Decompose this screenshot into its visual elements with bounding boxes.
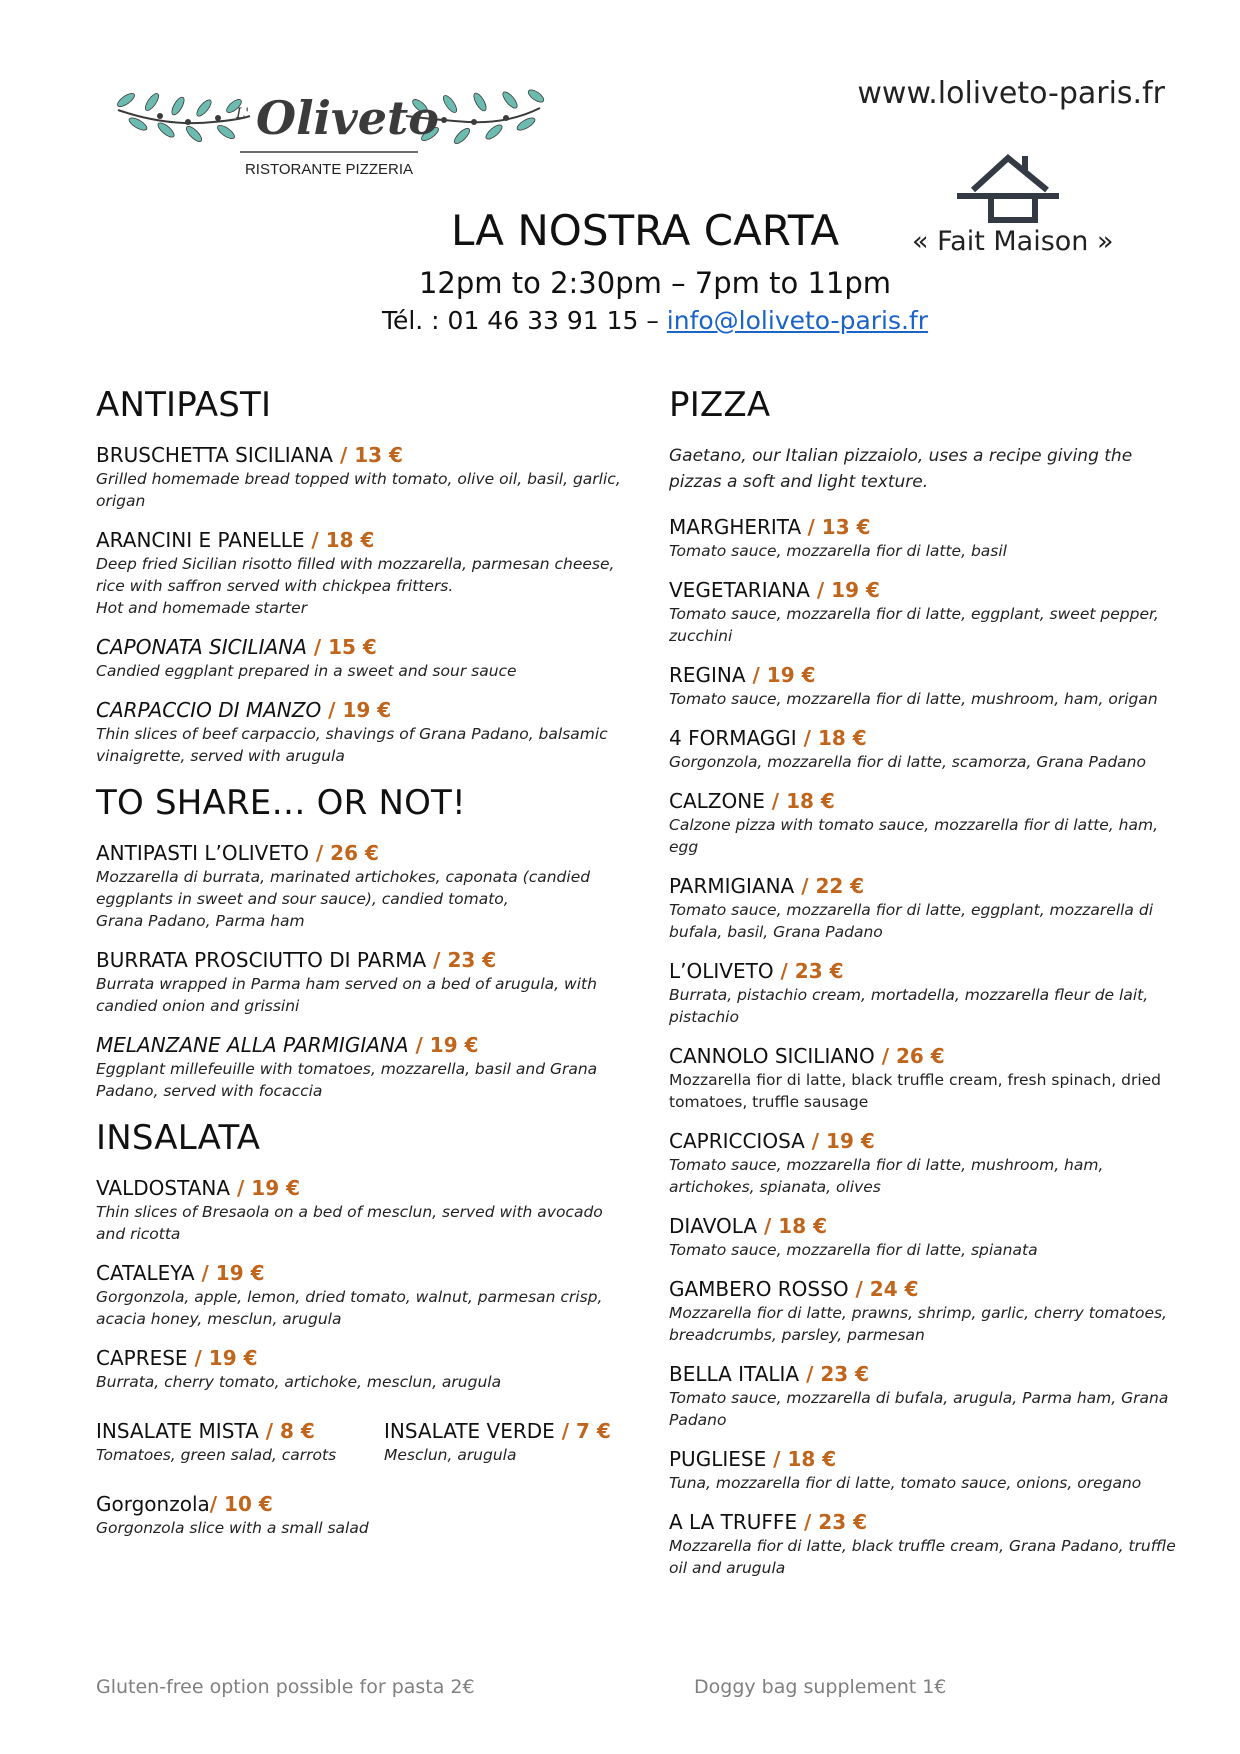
item-name: CAPRICCIOSA / 19 €	[669, 1129, 875, 1153]
item-description: Burrata, cherry tomato, artichoke, mesclun, arugula	[96, 1373, 502, 1391]
section-title: TO SHARE… OR NOT!	[96, 783, 466, 823]
item-description: Mozzarella fior di latte, black truffle cream, Grana Padano, truffle oil and arugula	[669, 1537, 1176, 1577]
item-description: Mozzarella fior di latte, prawns, shrimp, garlic, cherry tomatoes, breadcrumbs, parsley, parmesan	[669, 1304, 1167, 1344]
item-description: Mesclun, arugula	[384, 1446, 517, 1464]
doggy-bag-note: Doggy bag supplement 1€	[694, 1676, 947, 1698]
item-name: DIAVOLA / 18 €	[669, 1214, 828, 1238]
item-price: / 13 €	[807, 515, 871, 539]
menu-item	[669, 726, 1189, 773]
item-price: / 19 €	[408, 1033, 479, 1057]
item-name: A LA TRUFFE / 23 €	[669, 1510, 868, 1534]
item-description: Gorgonzola, mozzarella fior di latte, scamorza, Grana Padano	[669, 753, 1146, 771]
section-insalata	[96, 1118, 636, 1539]
oliveto-logo	[108, 72, 548, 192]
gluten-free-note: Gluten-free option possible for pasta 2€	[96, 1676, 475, 1698]
item-name: INSALATE VERDE / 7 €	[384, 1419, 611, 1443]
item-description: Tomatoes, green salad, carrots	[96, 1446, 337, 1464]
item-name: CARPACCIO DI MANZO / 19 €	[96, 698, 392, 722]
item-description: Tomato sauce, mozzarella fior di latte, spianata	[669, 1241, 1038, 1259]
section-title: ANTIPASTI	[96, 385, 272, 425]
item-price: / 19 €	[194, 1261, 265, 1285]
item-name: CATALEYA / 19 €	[96, 1261, 265, 1285]
website-url[interactable]: www.loliveto-paris.fr	[857, 76, 1165, 111]
pizza-list	[669, 515, 1189, 1579]
item-name: MARGHERITA / 13 €	[669, 515, 871, 539]
item-name: GAMBERO ROSSO / 24 €	[669, 1277, 919, 1301]
item-price: / 19 €	[809, 578, 880, 602]
item-name: REGINA / 19 €	[669, 663, 816, 687]
item-description: Calzone pizza with tomato sauce, mozzarella fior di latte, ham, egg	[669, 816, 1159, 856]
menu-item	[669, 789, 1189, 858]
item-name: L’OLIVETO / 23 €	[669, 959, 844, 983]
item-price: / 18 €	[764, 789, 835, 813]
item-name: CAPONATA SICILIANA / 15 €	[96, 635, 377, 659]
menu-item	[96, 841, 636, 932]
item-price: / 19 €	[230, 1176, 301, 1200]
item-description: Eggplant millefeuille with tomatoes, mozzarella, basil and Grana Padano, served with focaccia	[96, 1060, 598, 1100]
page-title: LA NOSTRA CARTA	[450, 206, 840, 255]
phone-text: Tél. : 01 46 33 91 15 –	[381, 306, 667, 335]
item-description: Thin slices of Bresaola on a bed of mesclun, served with avocado and ricotta	[96, 1203, 603, 1243]
menu-item	[669, 1277, 1189, 1346]
item-description: Thin slices of beef carpaccio, shavings of Grana Padano, balsamic vinaigrette, served with arugula	[96, 725, 608, 765]
menu-item	[669, 1214, 1189, 1261]
menu-item	[669, 515, 1189, 562]
item-name: PUGLIESE / 18 €	[669, 1447, 837, 1471]
email-link[interactable]: info@loliveto-paris.fr	[666, 306, 929, 335]
item-name: CAPRESE / 19 €	[96, 1346, 258, 1370]
section-antipasti	[96, 385, 636, 767]
item-price: / 19 €	[187, 1346, 258, 1370]
item-name: CALZONE / 18 €	[669, 789, 835, 813]
item-name: ARANCINI E PANELLE / 18 €	[96, 528, 375, 552]
item-description: Tomato sauce, mozzarella fior di latte, eggplant, mozzarella di bufala, basil, Grana Padano	[669, 901, 1154, 941]
item-name: Gorgonzola/ 10 €	[96, 1492, 273, 1516]
right-column	[669, 385, 1189, 1595]
item-price: / 19 €	[321, 698, 392, 722]
item-price: / 18 €	[304, 528, 375, 552]
item-name: VEGETARIANA / 19 €	[669, 578, 880, 602]
item-name: 4 FORMAGGI / 18 €	[669, 726, 867, 750]
item-price: / 23 €	[797, 1510, 868, 1534]
menu-item	[96, 1033, 636, 1102]
item-note: Grana Padano, Parma ham	[96, 912, 305, 930]
menu-item	[96, 1261, 636, 1330]
item-price: / 18 €	[796, 726, 867, 750]
item-name: ANTIPASTI L’OLIVETO / 26 €	[96, 841, 379, 865]
item-description: Tomato sauce, mozzarella fior di latte, mushroom, ham, artichokes, spianata, olives	[669, 1156, 1104, 1196]
logo-prefix: L'	[236, 106, 250, 122]
item-description: Tomato sauce, mozzarella fior di latte, eggplant, sweet pepper, zucchini	[669, 605, 1159, 645]
menu-item	[384, 1419, 611, 1466]
item-description: Mozzarella fior di latte, black truffle cream, fresh spinach, dried tomatoes, truffle sausage	[669, 1071, 1162, 1111]
item-price: / 18 €	[766, 1447, 837, 1471]
menu-item	[669, 1510, 1189, 1579]
menu-item	[96, 1492, 636, 1539]
menu-item	[96, 1176, 636, 1245]
menu-item	[96, 1419, 356, 1466]
item-description: Deep fried Sicilian risotto filled with mozzarella, parmesan cheese, rice with saffron served with chickpea fritters.	[96, 555, 615, 595]
item-price: / 10 €	[209, 1492, 273, 1516]
item-name: INSALATE MISTA / 8 €	[96, 1419, 315, 1443]
item-price: / 13 €	[332, 443, 403, 467]
item-name: MELANZANE ALLA PARMIGIANA / 19 €	[96, 1033, 479, 1057]
item-price: / 19 €	[804, 1129, 875, 1153]
section-pizza	[669, 385, 1189, 1579]
menu-item	[96, 948, 636, 1017]
item-price: / 24 €	[848, 1277, 919, 1301]
menu-item	[669, 1362, 1189, 1431]
item-price: / 19 €	[745, 663, 816, 687]
menu-item	[96, 1346, 636, 1393]
contact-line	[0, 306, 1240, 335]
logo-tagline: RISTORANTE PIZZERIA	[244, 161, 414, 178]
item-price: / 26 €	[874, 1044, 945, 1068]
item-price: / 15 €	[306, 635, 377, 659]
item-name: CANNOLO SICILIANO / 26 €	[669, 1044, 945, 1068]
section-to-share	[96, 783, 636, 1102]
item-price: / 23 €	[773, 959, 844, 983]
menu-item	[669, 663, 1189, 710]
item-description: Tomato sauce, mozzarella fior di latte, basil	[669, 542, 1007, 560]
item-description: Tomato sauce, mozzarella fior di latte, mushroom, ham, origan	[669, 690, 1158, 708]
item-description: Mozzarella di burrata, marinated artichokes, caponata (candied eggplants in sweet and sour sauce), candied tomato,	[96, 868, 591, 908]
item-name: BURRATA PROSCIUTTO DI PARMA / 23 €	[96, 948, 497, 972]
item-name: PARMIGIANA / 22 €	[669, 874, 865, 898]
item-description: Gorgonzola slice with a small salad	[96, 1519, 369, 1537]
item-name: VALDOSTANA / 19 €	[96, 1176, 301, 1200]
menu-item	[669, 874, 1189, 943]
item-price: / 23 €	[799, 1362, 870, 1386]
item-description: Tomato sauce, mozzarella di bufala, arugula, Parma ham, Grana Padano	[669, 1389, 1169, 1429]
menu-item	[96, 528, 636, 619]
item-description: Grilled homemade bread topped with tomato, olive oil, basil, garlic, origan	[96, 470, 621, 510]
item-description: Gorgonzola, apple, lemon, dried tomato, walnut, parmesan crisp, acacia honey, mesclun, arugula	[96, 1288, 603, 1328]
menu-item	[96, 635, 636, 682]
logo-name: Oliveto	[256, 91, 439, 145]
menu-item	[96, 443, 636, 512]
menu-item	[669, 1447, 1189, 1494]
menu-item	[669, 1129, 1189, 1198]
item-name: BELLA ITALIA / 23 €	[669, 1362, 870, 1386]
menu-item	[96, 698, 636, 767]
salad-pair	[96, 1419, 636, 1482]
fait-maison-label: « Fait Maison »	[912, 226, 1114, 257]
item-name: BRUSCHETTA SICILIANA / 13 €	[96, 443, 403, 467]
menu-item	[669, 1044, 1189, 1113]
item-price: / 22 €	[794, 874, 865, 898]
item-price: / 18 €	[757, 1214, 828, 1238]
item-price: / 8 €	[258, 1419, 315, 1443]
opening-hours: 12pm to 2:30pm – 7pm to 11pm	[418, 266, 892, 300]
item-note: Hot and homemade starter	[96, 599, 308, 617]
item-description: Burrata wrapped in Parma ham served on a bed of arugula, with candied onion and grissini	[96, 975, 597, 1015]
section-title: PIZZA	[669, 385, 771, 425]
item-price: / 26 €	[308, 841, 379, 865]
item-description: Candied eggplant prepared in a sweet and sour sauce	[96, 662, 517, 680]
item-price: / 23 €	[426, 948, 497, 972]
left-column	[96, 385, 636, 1555]
item-description: Tuna, mozzarella fior di latte, tomato sauce, onions, oregano	[669, 1474, 1142, 1492]
menu-item	[669, 578, 1189, 647]
menu-item	[669, 959, 1189, 1028]
item-description: Burrata, pistachio cream, mortadella, mozzarella fleur de lait, pistachio	[669, 986, 1149, 1026]
item-price: / 7 €	[554, 1419, 611, 1443]
section-title: INSALATA	[96, 1118, 261, 1158]
pizza-intro: Gaetano, our Italian pizzaiolo, uses a recipe giving the pizzas a soft and light texture.	[669, 446, 1133, 492]
